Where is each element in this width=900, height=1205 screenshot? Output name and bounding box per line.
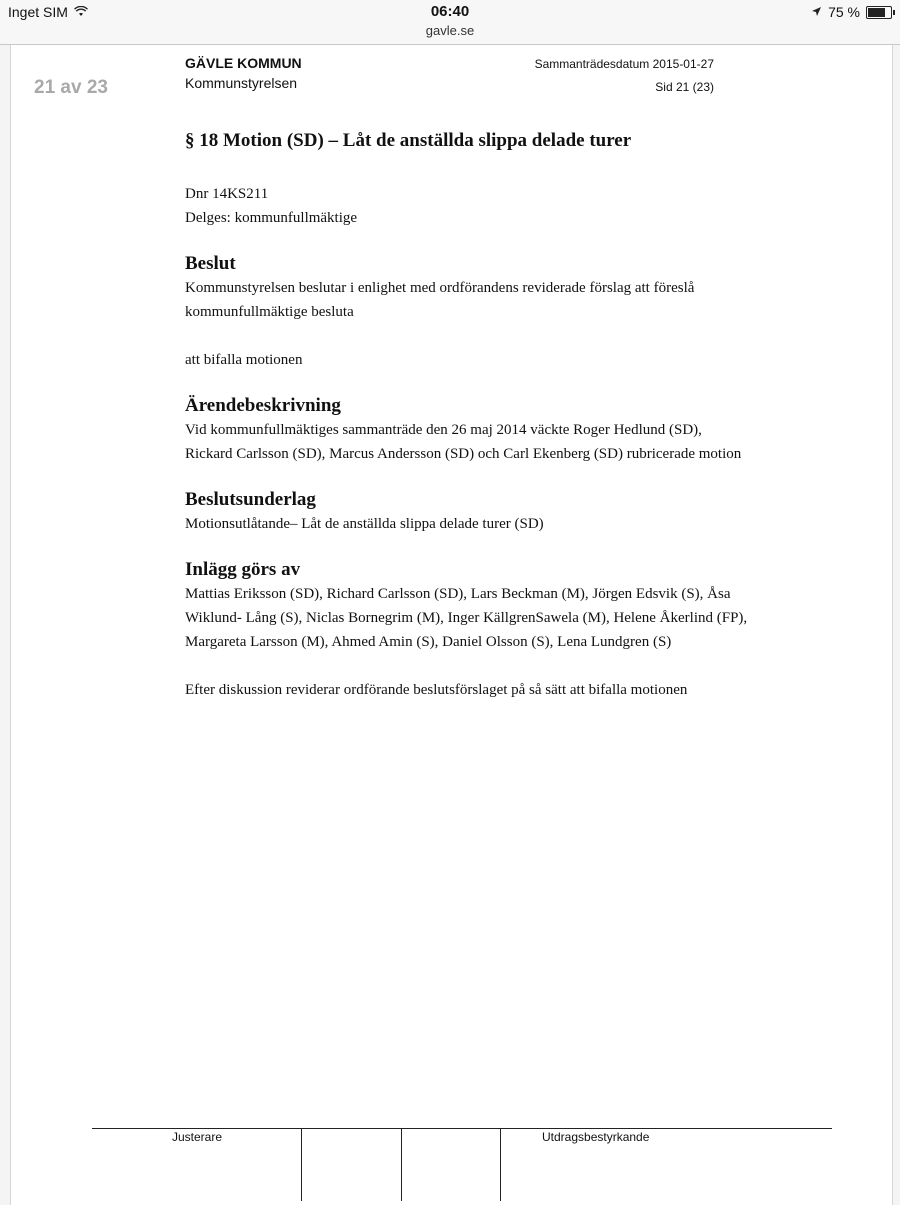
url-label[interactable]: gavle.se (425, 23, 475, 38)
header-meeting-date: Sammanträdesdatum 2015-01-27 (534, 57, 714, 71)
section-heading: Beslutsunderlag (185, 489, 316, 510)
justerare-label: Justerare (172, 1130, 223, 1144)
signature-divider (301, 1129, 302, 1201)
section-arendebeskrivning (185, 394, 805, 466)
section-heading: Ärendebeskrivning (185, 395, 341, 416)
battery-icon (866, 6, 892, 19)
section-line: Kommunstyrelsen beslutar i enlighet med ordförandens reviderade förslag att föreslå (185, 280, 695, 296)
header-board: Kommunstyrelsen (185, 75, 298, 91)
signature-divider (500, 1129, 501, 1201)
signature-divider (401, 1129, 402, 1201)
section-beslut (185, 252, 805, 372)
clock: 06:40 (430, 3, 470, 20)
dnr-line: Dnr 14KS211 (185, 186, 269, 202)
section-line: Mattias Eriksson (SD), Richard Carlsson (SD), Lars Beckman (M), Jörgen Edsvik (S), Åsa (185, 586, 731, 602)
section-line: Vid kommunfullmäktiges sammanträde den 26 maj 2014 väckte Roger Hedlund (SD), (185, 422, 702, 438)
section-line: Motionsutlåtande– Låt de anställda slippa delade turer (SD) (185, 516, 544, 532)
section-line: Rickard Carlsson (SD), Marcus Andersson (SD) och Carl Ekenberg (SD) rubricerade motion (185, 446, 742, 462)
section-line: Wiklund- Lång (S), Niclas Bornegrim (M), Inger KällgrenSawela (M), Helene Åkerlind (FP), (185, 610, 748, 626)
section-line: Margareta Larsson (M), Ahmed Amin (S), Daniel Olsson (S), Lena Lundgren (S) (185, 634, 672, 650)
carrier-label: Inget SIM (8, 4, 68, 20)
section-extra: att bifalla motionen (185, 352, 303, 368)
status-bar (0, 0, 900, 45)
location-arrow-icon (811, 4, 822, 20)
header-organization: GÄVLE KOMMUN (185, 55, 302, 71)
battery-percent: 75 % (828, 4, 860, 20)
page-indicator: 21 av 23 (34, 77, 108, 98)
document-meta (185, 182, 805, 230)
delges-line: Delges: kommunfullmäktige (185, 210, 358, 226)
battery-fill (868, 8, 885, 17)
section-inlagg (185, 558, 805, 702)
section-beslutsunderlag (185, 488, 805, 536)
section-extra: Efter diskussion reviderar ordförande beslutsförslaget på så sätt att bifalla motionen (185, 682, 688, 698)
section-heading: Inlägg görs av (185, 559, 301, 580)
status-right (811, 4, 892, 20)
utdragsbestyrkande-label: Utdragsbestyrkande (542, 1130, 650, 1144)
document-body (185, 128, 805, 702)
section-line: kommunfullmäktige besluta (185, 304, 354, 320)
header-page-number: Sid 21 (23) (655, 80, 714, 94)
document-title: § 18 Motion (SD) – Låt de anställda slippa delade turer (185, 130, 632, 151)
section-heading: Beslut (185, 253, 236, 274)
